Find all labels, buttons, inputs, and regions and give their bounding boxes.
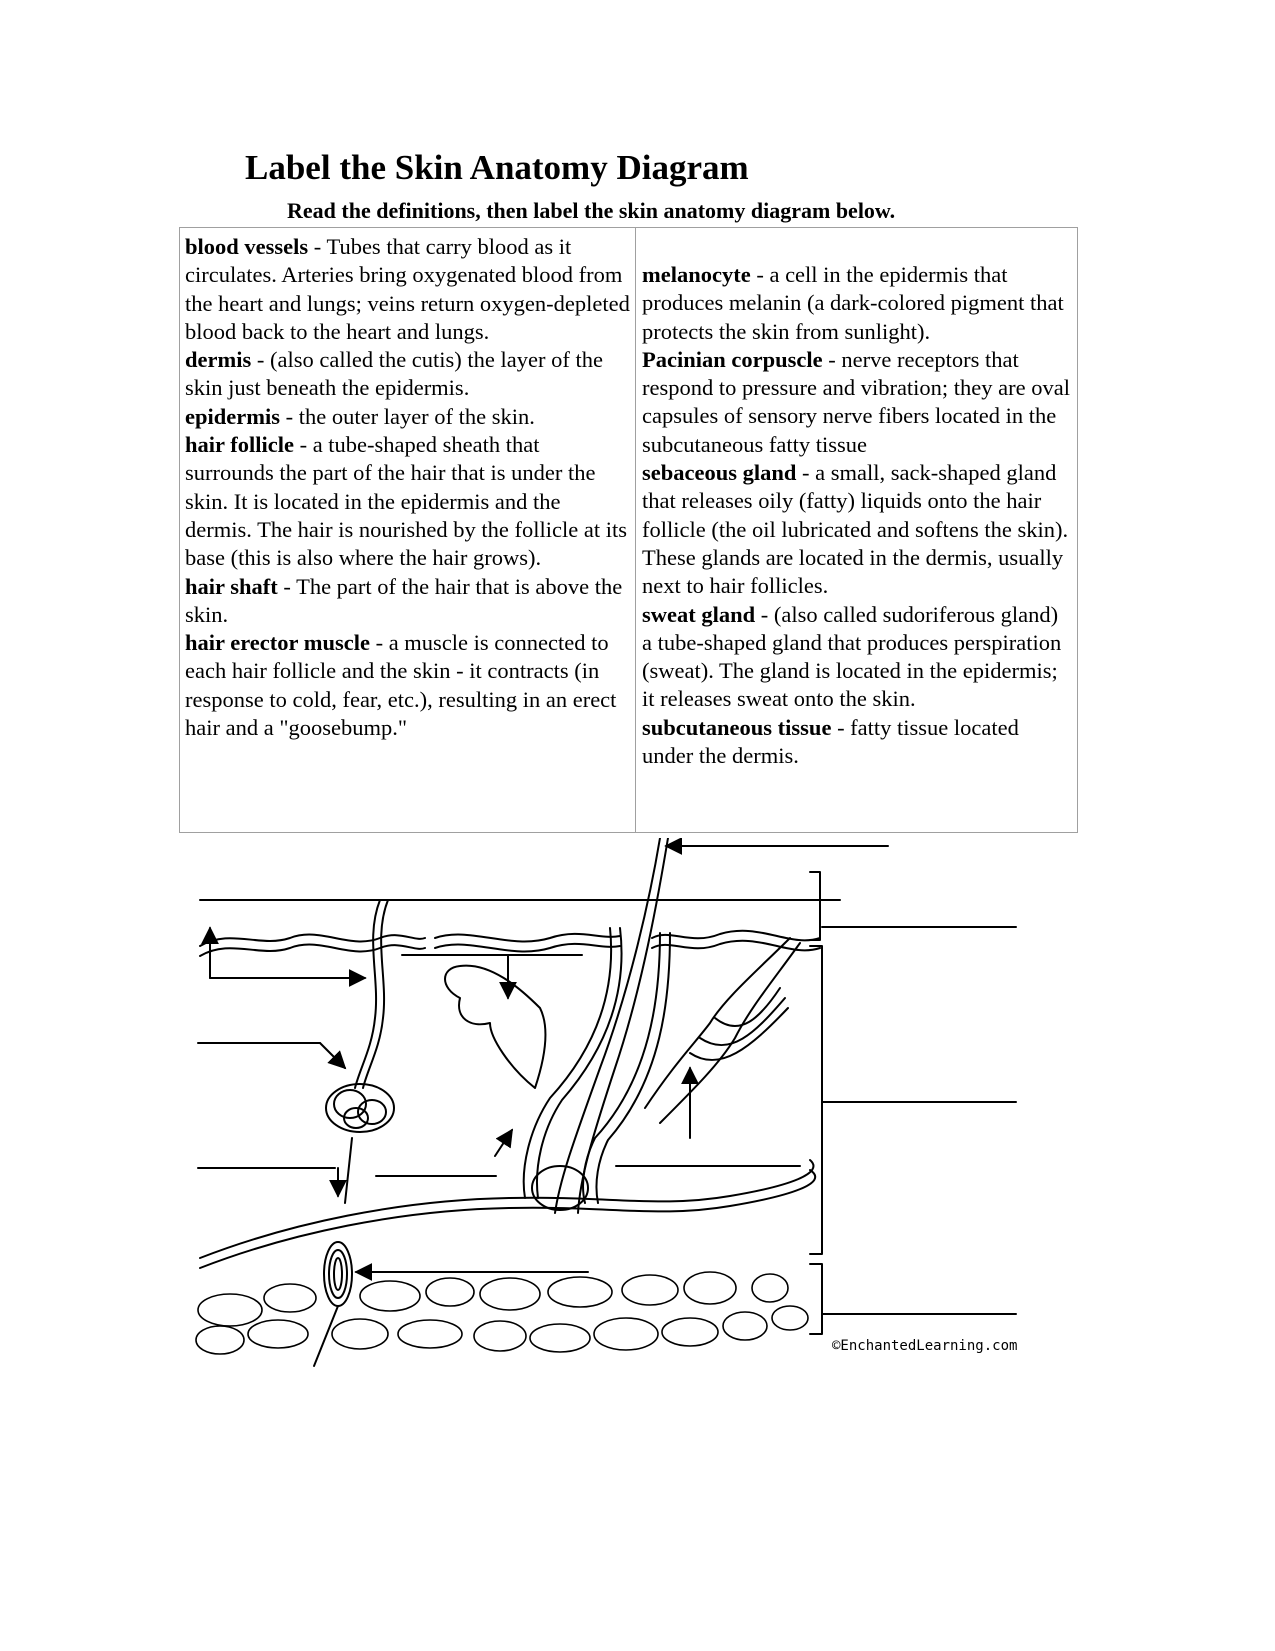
instructions: Read the definitions, then label the skin anatomy diagram below. bbox=[287, 198, 896, 223]
melanocyte-layer bbox=[200, 931, 820, 956]
term-label: epidermis bbox=[185, 403, 280, 429]
blood-vessel bbox=[345, 1138, 352, 1203]
term-label: sebaceous gland bbox=[642, 460, 797, 486]
term-label: blood vessels bbox=[185, 234, 309, 259]
definition-text: - (also called sudoriferous gland) a tube-shaped gland that produces perspiration (sweat). The gland is located in the epidermis; it releases sweat onto the skin. bbox=[642, 601, 1062, 712]
definition-melanocyte bbox=[642, 261, 1073, 346]
definition-text: - The part of the hair that is above the skin. bbox=[185, 573, 623, 627]
definitions-left-column bbox=[180, 228, 636, 832]
definition-sweat-gland bbox=[642, 601, 1073, 714]
definitions-right-column bbox=[636, 228, 1077, 832]
definition-text: - a muscle is connected to each hair follicle and the skin - it contracts (in response to cold, fear, etc.), resulting in an erect hair and a "goosebump." bbox=[185, 630, 617, 741]
term-label: hair erector muscle bbox=[185, 630, 370, 656]
term-label: sweat gland bbox=[642, 601, 756, 627]
page-title: Label the Skin Anatomy Diagram bbox=[245, 148, 749, 187]
definition-text: - Tubes that carry blood as it circulates. Arteries bring oxygenated blood from the heart and lungs; veins return oxygen-depleted blood back to the heart and lungs. bbox=[185, 234, 630, 344]
sebaceous-gland bbox=[445, 966, 545, 1088]
definition-subcutaneous-tissue bbox=[642, 714, 1073, 771]
definition-text: - a tube-shaped sheath that surrounds the part of the hair that is under the skin. It is located in the epidermis and the dermis. The hair is nourished by the follicle at its base (this is also where the hair grows). bbox=[185, 432, 627, 571]
subcutaneous-fat bbox=[196, 1272, 808, 1354]
definition-text: - nerve receptors that respond to pressure and vibration; they are oval capsules of sensory nerve fibers located in the subcutaneous fatty tissue bbox=[642, 346, 1070, 457]
definition-hair-shaft bbox=[185, 573, 631, 630]
definition-text: - a cell in the epidermis that produces melanin (a dark-colored pigment that protects the skin from sunlight). bbox=[642, 262, 1064, 344]
definitions-table bbox=[179, 227, 1078, 833]
term-label: dermis bbox=[185, 347, 252, 373]
term-label: subcutaneous tissue bbox=[642, 714, 832, 740]
definition-dermis bbox=[185, 346, 631, 403]
epidermis-bracket bbox=[810, 872, 820, 940]
definition-text: - (also called the cutis) the layer of the skin just beneath the epidermis. bbox=[185, 347, 603, 401]
leader-arrows bbox=[210, 846, 710, 1272]
copyright-notice: ©EnchantedLearning.com bbox=[832, 1338, 1018, 1354]
sweat-duct bbox=[355, 900, 380, 1088]
subcutaneous-bracket bbox=[810, 1264, 822, 1334]
term-label: Pacinian corpuscle bbox=[642, 346, 823, 372]
definition-hair-erector-muscle bbox=[185, 629, 631, 742]
definition-epidermis bbox=[185, 403, 631, 431]
definition-blood-vessels bbox=[185, 233, 631, 346]
definition-pacinian-corpuscle bbox=[642, 346, 1073, 459]
term-label: melanocyte bbox=[642, 262, 751, 287]
definition-hair-follicle bbox=[185, 431, 631, 572]
definition-sebaceous-gland bbox=[642, 459, 1073, 600]
definition-text: - the outer layer of the skin. bbox=[280, 403, 535, 429]
sweat-gland bbox=[326, 1084, 394, 1132]
dermis-bracket bbox=[810, 946, 822, 1254]
label-lines bbox=[198, 846, 1016, 1314]
definition-text: - a small, sack-shaped gland that releases oily (fatty) liquids onto the hair follicle (the oil lubricated and softens the skin). These glands are located in the dermis, usually next to hair follicles. bbox=[642, 460, 1069, 599]
skin-anatomy-diagram bbox=[190, 838, 1070, 1408]
definition-text: - fatty tissue located under the dermis. bbox=[642, 714, 1019, 769]
term-label: hair shaft bbox=[185, 573, 278, 599]
dermis-boundary bbox=[200, 1170, 815, 1268]
hair-follicle bbox=[524, 928, 670, 1210]
term-label: hair follicle bbox=[185, 432, 294, 458]
